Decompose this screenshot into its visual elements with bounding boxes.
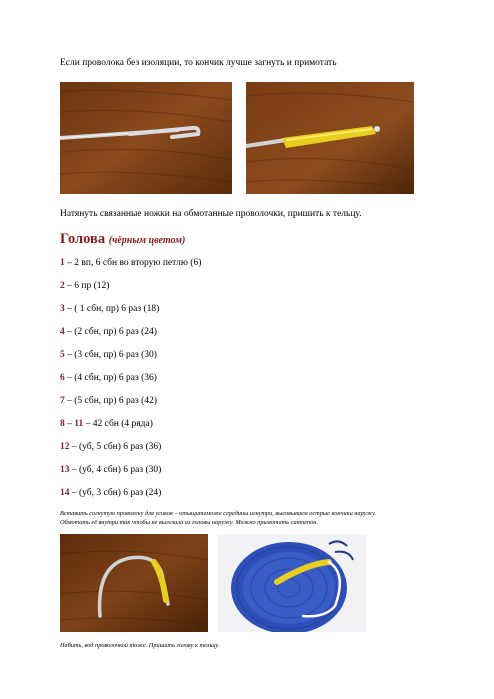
wire-taped-tip-photo xyxy=(246,82,414,194)
footer-note: Набить, вод проволочкой тоже. Пришить голову к тельцу. xyxy=(60,642,220,649)
step-row: 14 – (уб, 3 сбн) 6 раз (24) xyxy=(60,488,162,498)
wire-note xyxy=(60,509,440,527)
step-row: 12 – (уб, 5 сбн) 6 раз (36) xyxy=(60,442,162,452)
note-line: Вставить согнутую проволоку для усиков – отыщитеможе середины игнутри, высовываем острые кончики наружу. xyxy=(60,510,377,517)
step-row: 4 – (2 сбн, пр) 6 раз (24) xyxy=(60,327,157,337)
step-row: 5 – (3 сбн, пр) 6 раз (30) xyxy=(60,350,157,360)
step-row: 2 – 6 пр (12) xyxy=(60,281,110,291)
note-line: Обмотать её внутри так чтобы не вылезала из головы наружу. Можно примотать синтепон. xyxy=(60,519,318,526)
step-row: 7 – (5 сбн, пр) 6 раз (42) xyxy=(60,396,157,406)
crochet-head-photo xyxy=(217,534,367,632)
wire-bent-tip-photo xyxy=(60,82,232,194)
legs-instruction-text: Натянуть связанные ножки на обмотанные проволочки, пришить к тельцу. xyxy=(60,209,362,219)
step-row: 13 – (уб, 4 сбн) 6 раз (30) xyxy=(60,465,162,475)
section-heading-head xyxy=(60,231,185,248)
heading-title: Голова xyxy=(60,231,106,247)
step-row: 1 – 2 вп, 6 сбн во вторую петлю (6) xyxy=(60,258,202,268)
step-row: 6 – (4 сбн, пр) 6 раз (36) xyxy=(60,373,157,383)
bent-wire-photo xyxy=(60,534,208,632)
step-row: 8 – 11 – 42 сбн (4 ряда) xyxy=(60,419,153,429)
heading-subtitle: (чёрным цветом) xyxy=(108,235,186,246)
step-row: 3 – ( 1 сбн, пр) 6 раз (18) xyxy=(60,304,160,314)
intro-text: Если проволока без изоляции, то кончик лучше загнуть и примотать xyxy=(60,58,337,68)
